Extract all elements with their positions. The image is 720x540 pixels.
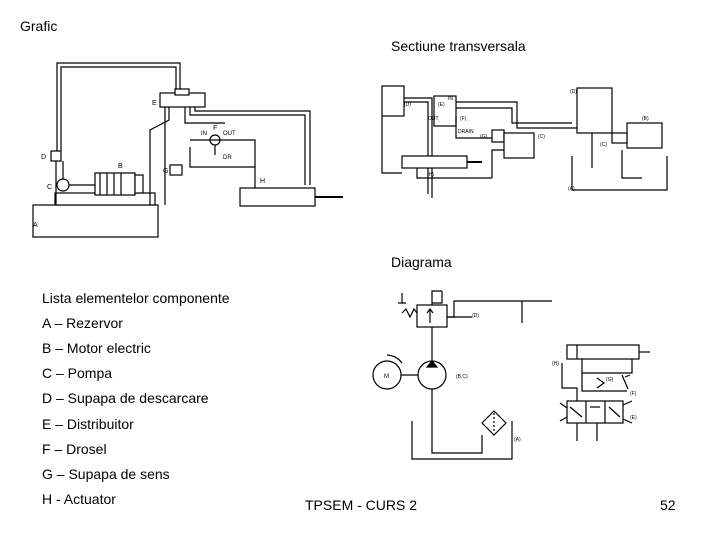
list-item: H - Actuator — [42, 491, 116, 507]
sect-label-e: (E) — [438, 102, 445, 108]
sect-label-f: (F) — [460, 116, 467, 122]
sect-label-d: (D) — [404, 102, 411, 108]
grafic-title: Grafic — [20, 18, 58, 34]
footer-course: TPSEM - CURS 2 — [305, 497, 418, 513]
sect-label-c: (C) — [538, 134, 545, 140]
sect-label-g: (G) — [480, 134, 488, 140]
tank-a — [572, 156, 667, 190]
valve-d — [382, 86, 404, 116]
list-item: C – Pompa — [42, 365, 113, 381]
sect-label-a: (A) — [568, 186, 575, 192]
grafic-label-a: A — [33, 222, 38, 229]
actuator-h — [240, 188, 315, 206]
grafic-label-e: E — [152, 100, 157, 107]
reservoir-a — [33, 205, 158, 237]
list-item: G – Supapa de sens — [42, 466, 170, 482]
grafic-label-f: F — [213, 125, 218, 132]
list-item: A – Rezervor — [42, 315, 123, 331]
list-item: E – Distribuitor — [42, 416, 134, 432]
diag-label-bc: (B,C) — [456, 374, 468, 380]
grafic-label-c: C — [47, 184, 53, 191]
valve-c — [504, 133, 534, 158]
diag-label-g: (G) — [606, 377, 614, 383]
grafic-label-d: D — [41, 154, 47, 161]
valve-g — [492, 130, 504, 142]
component-list-title: Lista elementelor componente — [42, 290, 230, 306]
diag-label-f: (F) — [630, 391, 637, 397]
sectiune-drawing — [372, 78, 672, 198]
diag-cylinder-h — [567, 345, 639, 359]
pump-c — [57, 179, 69, 191]
sect-label-b: (B) — [642, 116, 649, 122]
grafic-label-b: B — [118, 163, 123, 170]
sectiune-title: Sectiune transversala — [391, 38, 526, 54]
cylinder-h — [402, 156, 467, 168]
grafic-label-in: IN — [201, 131, 207, 137]
valve-d-right — [577, 88, 612, 133]
diagrama-title: Diagrama — [391, 254, 452, 270]
sect-label-h: (H) — [427, 172, 434, 178]
sect-label-drain: DRAIN — [458, 129, 474, 135]
diag-label-d: (D) — [472, 313, 479, 319]
list-item: B – Motor electric — [42, 340, 151, 356]
diag-label-e: (E) — [630, 415, 637, 421]
diagrama-drawing — [372, 283, 652, 463]
motor-b-right — [627, 123, 662, 148]
diag-label-m: M — [384, 374, 389, 380]
relief-valve-d — [51, 151, 61, 161]
grafic-label-h: H — [260, 178, 266, 185]
list-item: D – Supapa de descarcare — [42, 390, 209, 406]
page-number: 52 — [660, 497, 676, 513]
grafic-label-g: G — [163, 168, 169, 175]
diag-throttle-f — [622, 375, 628, 389]
diag-label-h: (H) — [552, 361, 559, 367]
grafic-label-out: OUT — [223, 131, 236, 137]
sect-label-out: OUT — [428, 116, 439, 122]
sect-label-d2: (D) — [570, 89, 577, 95]
diag-label-a: (A) — [514, 437, 521, 443]
grafic-label-dr: DR — [223, 155, 232, 161]
motor-b — [95, 173, 135, 195]
list-item: F – Drosel — [42, 441, 107, 457]
diag-relief-valve-d — [417, 305, 447, 327]
grafic-drawing — [25, 55, 345, 245]
sect-label-in: IN — [448, 96, 453, 102]
check-valve-g — [170, 165, 182, 175]
sect-label-c2: (C) — [600, 142, 607, 148]
diag-check-g — [597, 378, 604, 388]
